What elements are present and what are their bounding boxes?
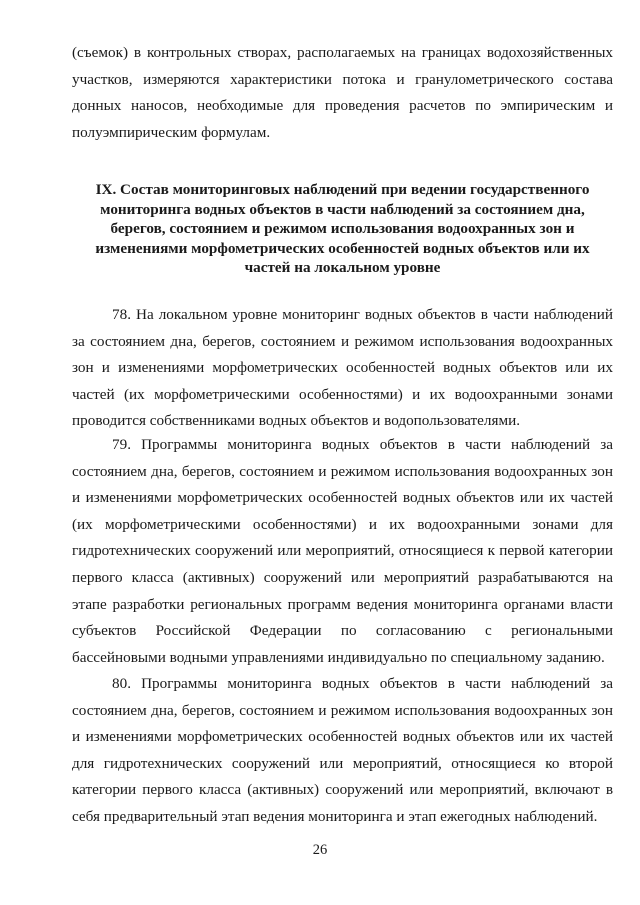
paragraph-78: 78. На локальном уровне мониторинг водных объектов в части наблюдений за состоянием дна, берегов, состоянием и режимом использования водоохранных зон и изменениями морфометрических особенностей водных объектов или их частей (их морфометрическими особенностями) и их водоохранными зонами проводится собственниками водных объектов и водопользователями. [72,306,613,430]
section-title: IX. Состав мониторинговых наблюдений при ведении государственного мониторинга водных объектов в части наблюдений за состоянием дна, берегов, состоянием и режимом использования водоохранных зон и изменениями морфометрических особенностей водных объектов или их частей на локальном уровне [95,181,590,277]
page-number: 26 [312,842,328,858]
paragraph-79: 79. Программы мониторинга водных объектов в части наблюдений за состоянием дна, берегов, состоянием и режимом использования водоохранных зон и изменениями морфометрических особенностей водных объектов или их частей (их морфометрическими особенностями) и их водоохранными зонами для гидротехнических сооружений или мероприятий, относящиеся к первой категории первого класса (активных) сооружений или мероприятий разрабатываются на этапе разработки региональных программ ведения мониторинга органами власти субъектов Российской Федерации по согласованию с региональными бассейновыми водными управлениями индивидуально по специальному заданию. [72,436,613,666]
paragraph-80: 80. Программы мониторинга водных объектов в части наблюдений за состоянием дна, берегов, состоянием и режимом использования водоохранных зон и изменениями морфометрических особенностей водных объектов или их частей для гидротехнических сооружений или мероприятий, относящиеся ко второй категории первого класса (активных) сооружений или мероприятий, включают в себя предварительный этап ведения мониторинга и этап ежегодных наблюдений. [72,675,613,825]
intro-paragraph: (съемок) в контрольных створах, располагаемых на границах водохозяйственных участков, измеряются характеристики потока и гранулометрического состава донных наносов, необходимые для проведения расчетов по эмпирическим и полуэмпирическим формулам. [72,44,613,141]
